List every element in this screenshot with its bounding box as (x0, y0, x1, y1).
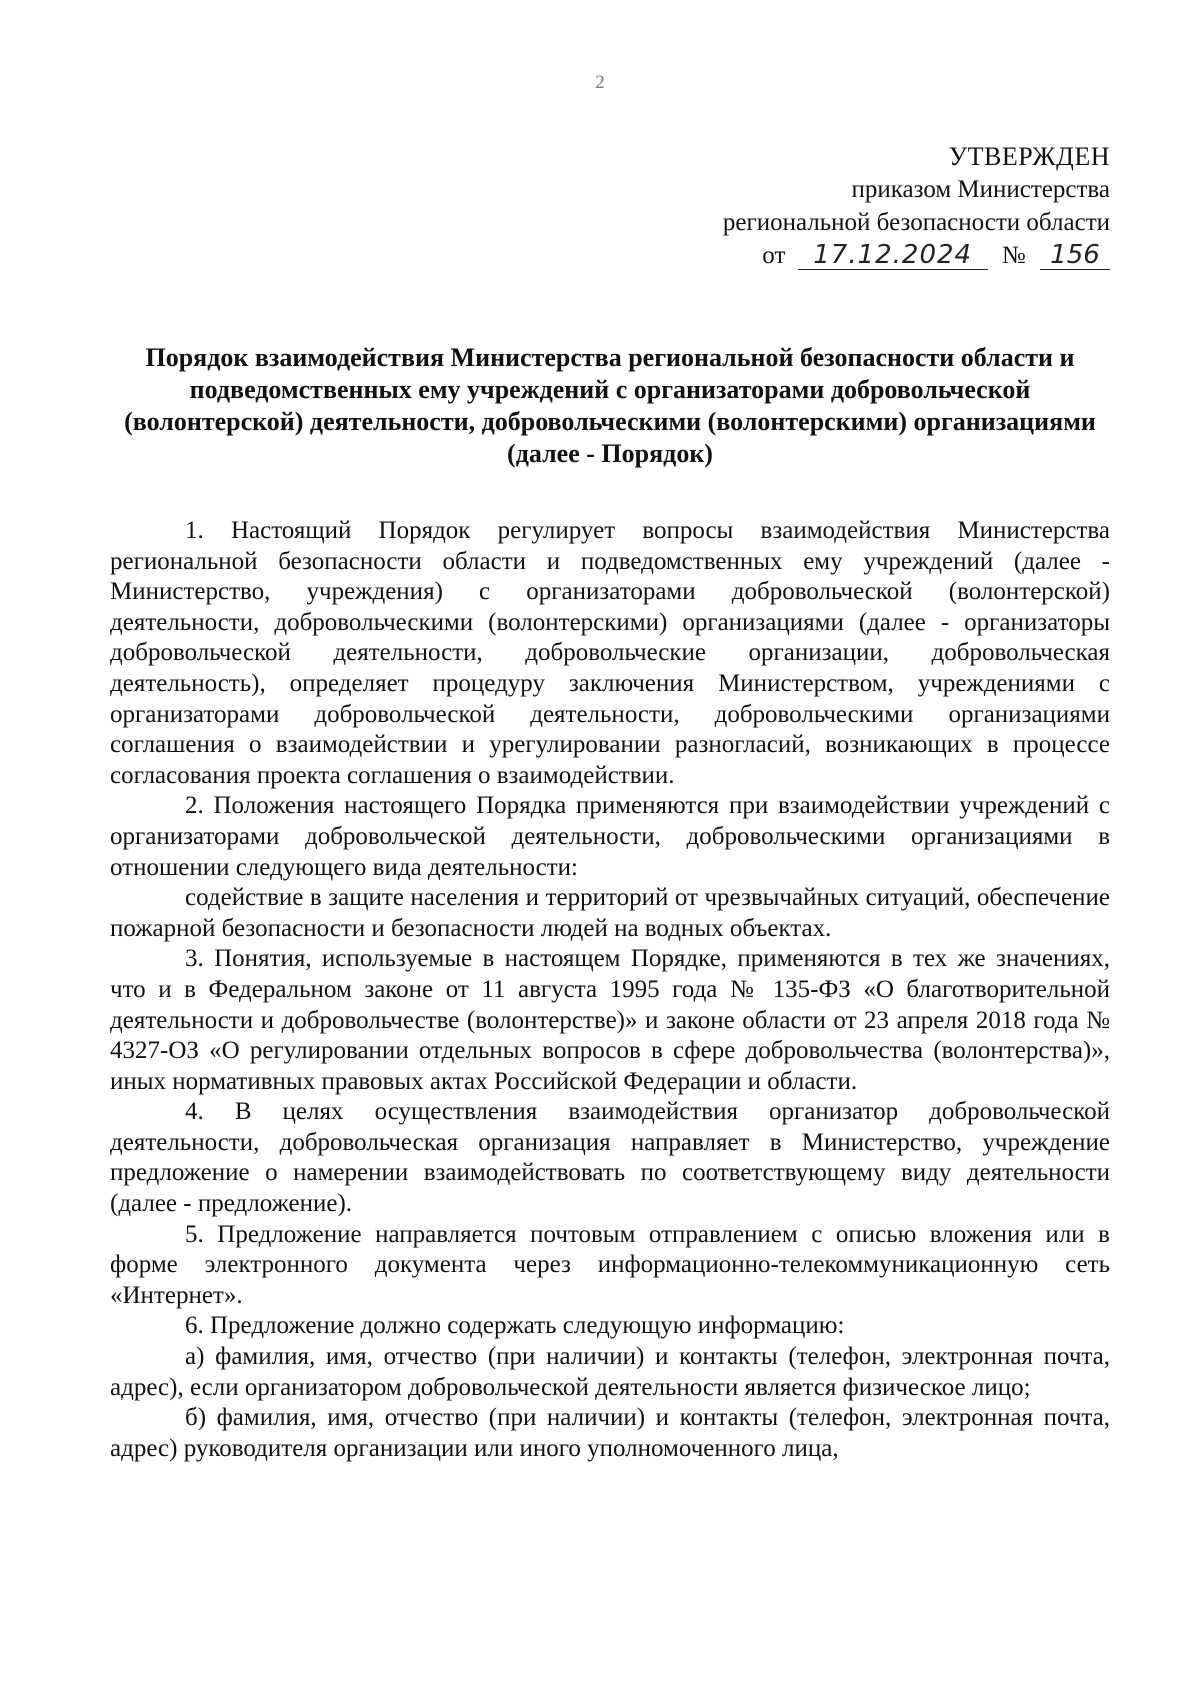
page-number: 2 (595, 72, 605, 93)
paragraph-2-activity: содействие в защите населения и территорий от чрезвычайных ситуаций, обеспечение пожарной безопасности и безопасности людей на водных объектах. (110, 884, 1110, 942)
paragraph-6-a: а) фамилия, имя, отчество (при наличии) и контакты (телефон, электронная почта, адрес), если организатором добровольческой деятельности является физическое лицо; (110, 1343, 1110, 1401)
date-prefix: от (762, 242, 786, 269)
approval-heading: УТВЕРЖДЕН (948, 142, 1110, 171)
paragraph-4: 4. В целях осуществления взаимодействия организатор добровольческой деятельности, добровольческая организация направляет в Министерство, учреждение предложение о намерении взаимодействовать по соответствующему виду деятельности (далее - предложение). (110, 1098, 1110, 1218)
paragraph-6: 6. Предложение должно содержать следующую информацию: (185, 1312, 845, 1340)
approval-line-ministry: региональной безопасности области (722, 209, 1110, 236)
paragraph-3: 3. Понятия, используемые в настоящем Порядке, применяются в тех же значениях, что и в Федеральном законе от 11 августа 1995 года № 135-ФЗ «О благотворительной деятельности и добровольчестве (волонтерстве)» и законе области от 23 апреля 2018 года № 4327-ОЗ «О регулировании отдельных вопросов в сфере добровольчества (волонтерства)», иных нормативных правовых актах Российской Федерации и области. (110, 945, 1110, 1095)
document-body (110, 516, 1110, 1464)
handwritten-date: 17.12.2024 (798, 241, 988, 270)
paragraph-2: 2. Положения настоящего Порядка применяются при взаимодействии учреждений с организаторами добровольческой деятельности, добровольческими организациями в отношении следующего вида деятельности: (110, 792, 1110, 881)
paragraph-5: 5. Предложение направляется почтовым отправлением с описью вложения или в форме электронного документа через информационно-телекоммуникационную сеть «Интернет». (110, 1220, 1110, 1309)
paragraph-6-b: б) фамилия, имя, отчество (при наличии) и контакты (телефон, электронная почта, адрес) руководителя организации или иного уполномоченного лица, (110, 1404, 1110, 1462)
number-prefix: № (1001, 242, 1026, 269)
approval-line-order: приказом Министерства (851, 176, 1110, 203)
approval-block (550, 140, 1110, 272)
paragraph-1: 1. Настоящий Порядок регулирует вопросы взаимодействия Министерства региональной безопасности области и подведомственных ему учреждений (далее - Министерство, учреждения) с организаторами добровольческой (волонтерской) деятельности, добровольческими (волонтерскими) организациями (далее - организаторы добровольческой деятельности, добровольческие организации, добровольческая деятельность), определяет процедуру заключения Министерством, учреждениями с организаторами добровольческой деятельности, добровольческими организациями соглашения о взаимодействии и урегулировании разногласий, возникающих в процессе согласования проекта соглашения о взаимодействии. (110, 517, 1110, 789)
approval-date-line (550, 239, 1110, 272)
document-title: Порядок взаимодействия Министерства региональной безопасности области и подведомственных ему учреждений с организаторами добровольческой (волонтерской) деятельности, добровольческими (волонтерскими) организациями (далее - Порядок) (124, 343, 1096, 468)
handwritten-order-number: 156 (1040, 241, 1110, 270)
